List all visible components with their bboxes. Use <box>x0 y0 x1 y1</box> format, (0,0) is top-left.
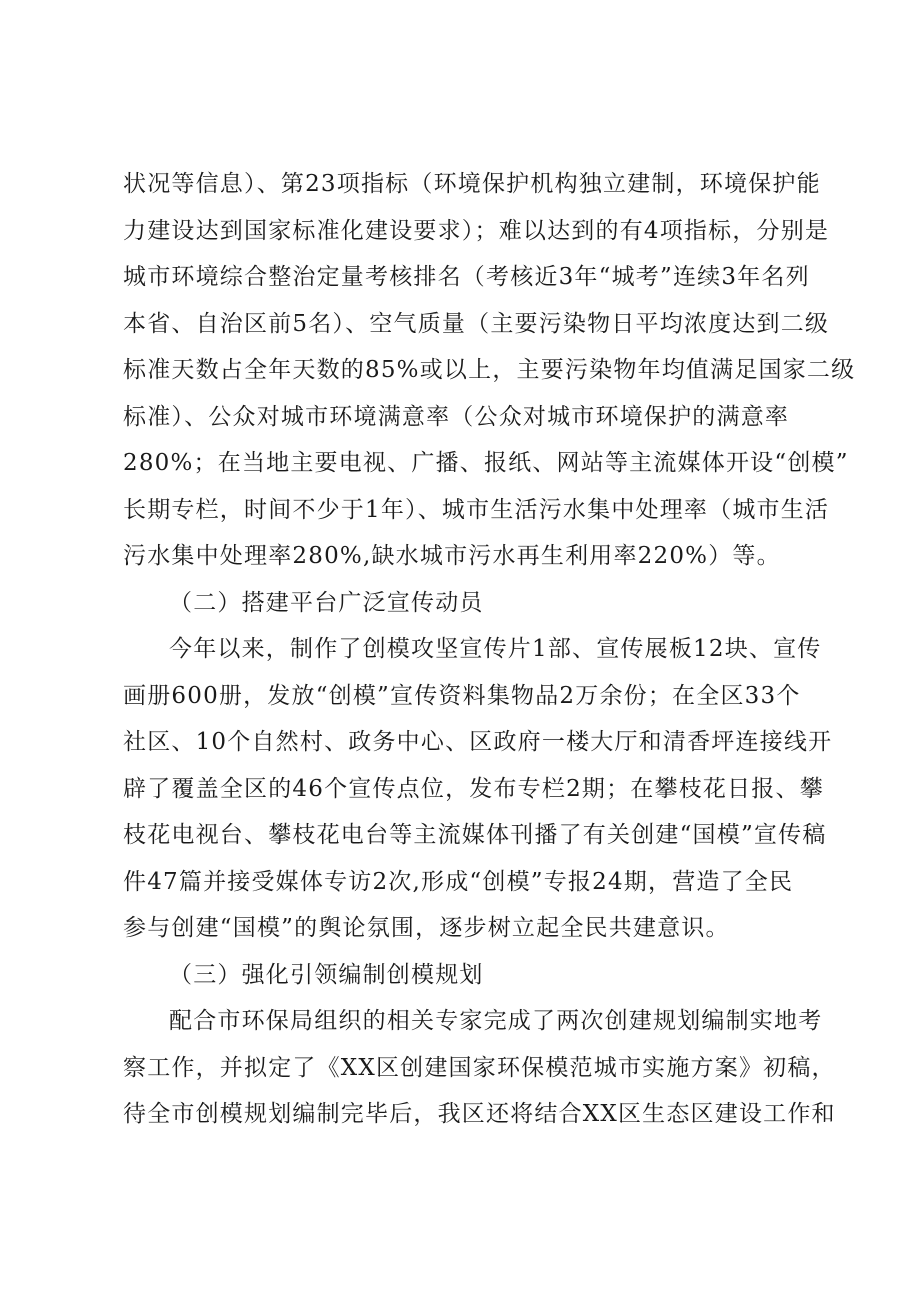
paragraph-line: 城市环境综合整治定量考核排名（考核近3年“城考”连续3年名列 <box>123 264 810 290</box>
paragraph-line: 件47篇并接受媒体专访2次,形成“创模”专报24期，营造了全民 <box>123 868 794 895</box>
paragraph-line: 280%；在当地主要电视、广播、报纸、网站等主流媒体开设“创模” <box>123 450 849 476</box>
paragraph-line: 力建设达到国家标准化建设要求）；难以达到的有4项指标，分别是 <box>123 217 830 244</box>
paragraph-line: 辟了覆盖全区的46个宣传点位，发布专栏2期；在攀枝花日报、攀 <box>123 775 824 802</box>
section-heading: （三）强化引领编制创模规划 <box>169 961 484 988</box>
paragraph-line: 状况等信息）、第23项指标（环境保护机构独立建制，环境保护能 <box>123 171 821 197</box>
paragraph-line: 社区、10个自然村、政务中心、区政府一楼大厅和清香坪连接线开 <box>123 729 833 755</box>
paragraph-line: 察工作，并拟定了《XX区创建国家环保模范城市实施方案》初稿， <box>123 1054 836 1081</box>
section-heading: （二）搭建平台广泛宣传动员 <box>169 589 484 616</box>
paragraph-line: 待全市创模规划编制完毕后，我区还将结合XX区生态区建设工作和 <box>123 1101 836 1127</box>
document-body <box>123 161 856 1138</box>
paragraph-line: 本省、自治区前5名）、空气质量（主要污染物日平均浓度达到二级 <box>123 310 830 337</box>
paragraph-line: 长期专栏，时间不少于1年）、城市生活污水集中处理率（城市生活 <box>123 496 830 523</box>
paragraph-line: 配合市环保局组织的相关专家完成了两次创建规划编制实地考 <box>169 1008 823 1034</box>
paragraph-line: 今年以来，制作了创模攻坚宣传片1部、宣传展板12块、宣传 <box>169 636 822 662</box>
paragraph-line: 参与创建“国模”的舆论氛围，逐步树立起全民共建意识。 <box>123 915 730 941</box>
paragraph-line: 标准天数占全年天数的85%或以上，主要污染物年均值满足国家二级 <box>123 357 856 383</box>
paragraph-line: 污水集中处理率280%,缺水城市污水再生利用率220%）等。 <box>123 543 781 569</box>
paragraph-line: 画册600册，发放“创模”宣传资料集物品2万余份；在全区33个 <box>123 682 801 709</box>
paragraph-line: 枝花电视台、攀枝花电台等主流媒体刊播了有关创建“国模”宣传稿 <box>123 822 827 848</box>
paragraph-line: 标准）、公众对城市环境满意率（公众对城市环境保护的满意率 <box>123 403 790 430</box>
